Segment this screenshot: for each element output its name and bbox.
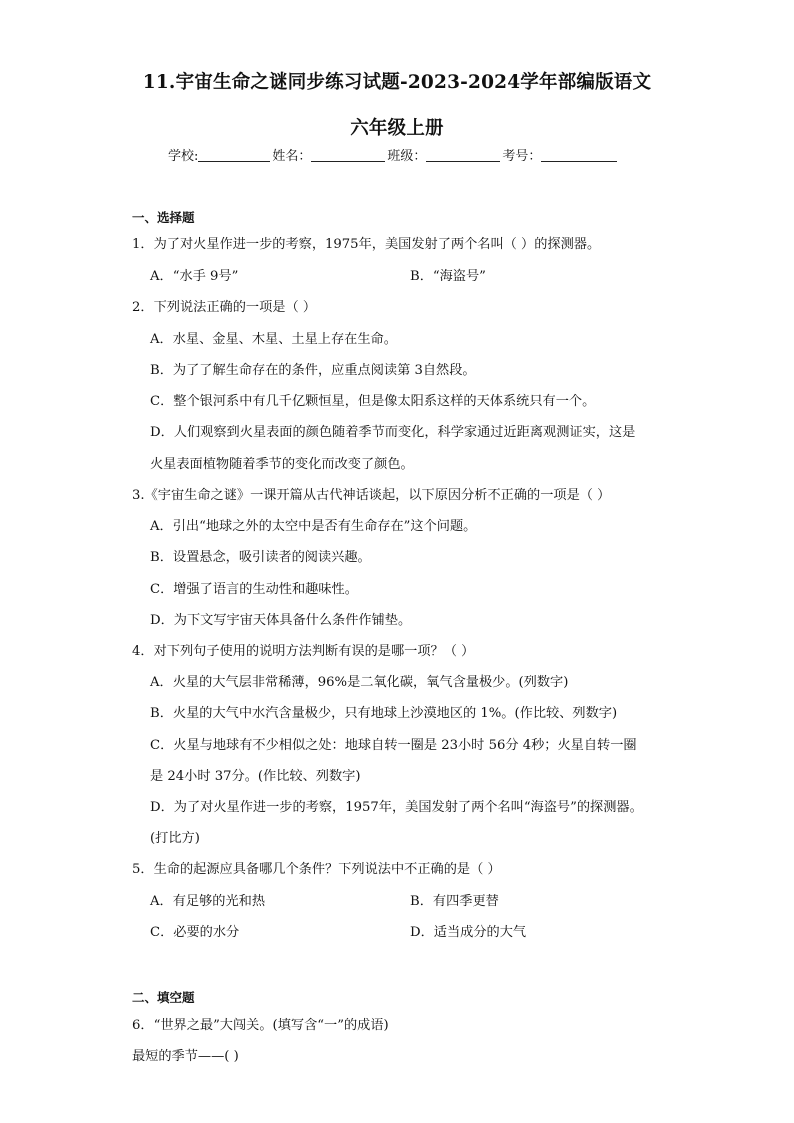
question-1-option-b[interactable]: B．“海盗号” [410,269,486,284]
exam-number-field[interactable] [541,148,617,162]
student-info-row [168,145,668,164]
question-5-option-b[interactable]: B．有四季更替 [410,894,499,909]
question-1-option-a[interactable]: A．“水手 9号” [150,269,239,284]
section-heading-fill-blank: 二、填空题 [132,990,195,1005]
question-5-option-d[interactable]: D．适当成分的大气 [410,925,527,940]
question-4-option-d-continued: (打比方) [150,831,200,846]
question-3-stem: 3.《宇宙生命之谜》一课开篇从古代神话谈起，以下原因分析不正确的一项是（ ） [132,488,611,503]
question-2-option-d-continued: 火星表面植物随着季节的变化而改变了颜色。 [150,457,414,472]
question-4-stem: 4．对下列句子使用的说明方法判断有误的是哪一项？（ ） [132,644,475,659]
class-field[interactable] [426,148,500,162]
question-3-option-c[interactable]: C．增强了语言的生动性和趣味性。 [150,582,358,597]
class-label: 班级： [387,149,427,164]
question-3-option-d[interactable]: D．为下文写宇宙天体具备什么条件作铺垫。 [150,613,412,628]
question-4-option-a[interactable]: A．火星的大气层非常稀薄，96%是二氧化碳，氧气含量极少。(列数字) [150,675,569,690]
question-6-stem: 6．“世界之最”大闯关。(填写含“一”的成语) [132,1018,389,1033]
question-2-option-d[interactable]: D．人们观察到火星表面的颜色随着季节而变化，科学家通过近距离观测证实，这是 [150,425,636,440]
section-heading-choice: 一、选择题 [132,210,195,225]
question-2-option-c[interactable]: C．整个银河系中有几千亿颗恒星，但是像太阳系这样的天体系统只有一个。 [150,394,596,409]
question-2-stem: 2．下列说法正确的一项是（ ） [132,300,317,315]
question-1-stem: 1．为了对火星作进一步的考察，1975年，美国发射了两个名叫（ ）的探测器。 [132,237,601,252]
question-5-stem: 5．生命的起源应具备哪几个条件？下列说法中不正确的是（ ） [132,862,501,877]
name-field[interactable] [311,148,385,162]
question-4-option-b[interactable]: B．火星的大气中水汽含量极少，只有地球上沙漠地区的 1%。(作比较、列数字) [150,706,618,721]
school-label: 学校: [168,149,199,164]
question-6-blank-1[interactable]: 最短的季节——( ) [132,1049,239,1064]
question-5-option-c[interactable]: C．必要的水分 [150,925,240,940]
name-label: 姓名： [272,149,312,164]
question-4-option-c-continued: 是 24小时 37分。(作比较、列数字) [150,769,361,784]
question-5-option-a[interactable]: A．有足够的光和热 [150,894,266,909]
school-field[interactable] [198,148,270,162]
document-title: 11.宇宙生命之谜同步练习试题-2023-2024学年部编版语文 [142,72,652,93]
question-2-option-b[interactable]: B．为了了解生命存在的条件，应重点阅读第 3自然段。 [150,363,476,378]
question-3-option-a[interactable]: A．引出“地球之外的太空中是否有生命存在”这个问题。 [150,519,477,534]
question-3-option-b[interactable]: B．设置悬念，吸引读者的阅读兴趣。 [150,550,371,565]
question-4-option-c[interactable]: C．火星与地球有不少相似之处：地球自转一圈是 23小时 56分 4秒；火星自转一圈 [150,738,637,753]
question-2-option-a[interactable]: A．水星、金星、木星、土星上存在生命。 [150,332,397,347]
question-4-option-d[interactable]: D．为了对火星作进一步的考察，1957年，美国发射了两个名叫“海盗号”的探测器。 [150,800,643,815]
number-label: 考号： [502,149,542,164]
document-subtitle: 六年级上册 [350,118,444,139]
